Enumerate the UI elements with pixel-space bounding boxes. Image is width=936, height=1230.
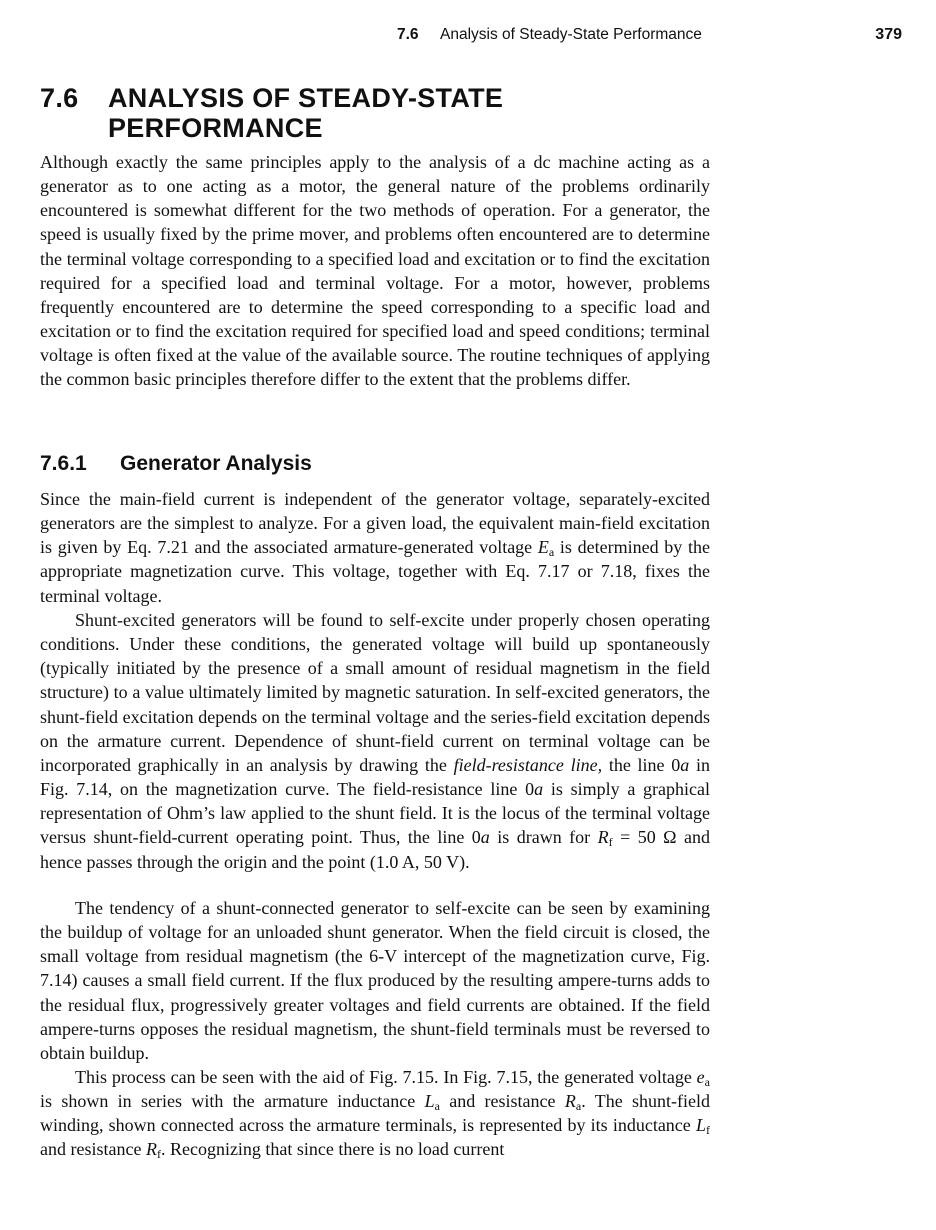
var-a: a <box>480 827 490 848</box>
text-run: the line 0 <box>602 754 681 775</box>
running-head-title: Analysis of Steady-State Performance <box>440 26 702 43</box>
text-run: Since the main-field current is independent of the generator voltage, separately-excited generators are the simplest to analyze. For a given load, the equivalent main-field excitation is given by Eq. 7.21 and the associated armature-generated voltage <box>40 489 710 558</box>
section-title-line1: ANALYSIS OF STEADY-STATE <box>108 83 504 113</box>
text-run: and resistance <box>40 1139 146 1160</box>
text-run: is drawn for <box>489 827 598 848</box>
subsection-heading <box>40 452 312 476</box>
intro-paragraph: Although exactly the same principles apply to the analysis of a dc machine acting as a generator as to one acting as a motor, the general nature of the problems ordinarily encountered is somewhat different for the two methods of operation. For a generator, the speed is usually fixed by the prime mover, and problems often encountered are to determine the terminal voltage corresponding to a specified load and excitation or to find the excitation required for a specified load and terminal voltage. For a motor, however, problems frequently encountered are to determine the speed corresponding to a specific load and excitation or to find the excitation required for specified load and speed conditions; terminal voltage is often fixed at the value of the available source. The routine techniques of applying the common basic principles therefore differ to the extent that the problems differ. <box>40 152 710 390</box>
text-run: Shunt-excited generators will be found to self-excite under properly chosen operating conditions. Under these conditions, the generated voltage will build up spontaneously (typically initiated by the presence of a small amount of residual magnetism in the field structure) to a value ultimately limited by magnetic saturation. In self-excited generators, the shunt-field excitation depends on the terminal voltage and the series-field excitation depends on the armature current. Dependence of shunt-field current on terminal voltage can be incorporated graphically in an analysis by drawing the <box>40 610 710 775</box>
subscript: a <box>434 1099 440 1114</box>
var-R: R <box>145 1139 157 1160</box>
var-R: R <box>564 1091 576 1112</box>
subscript: f <box>608 835 613 850</box>
running-head <box>0 26 936 48</box>
term-field-resistance-line: field-resistance line, <box>453 754 603 775</box>
var-E: E <box>537 537 549 558</box>
subscript: a <box>575 1099 582 1114</box>
subscript: f <box>706 1123 710 1138</box>
text-run: . The shunt-field winding, shown connected across the armature terminals, is represented by its inductance <box>40 1091 710 1136</box>
subscript: f <box>156 1147 161 1162</box>
text-run: in Fig. 7.14, on the magnetization curve. The field-resistance line 0 <box>40 754 710 800</box>
subscript: a <box>704 1075 710 1089</box>
section-number: 7.6 <box>40 83 79 113</box>
text-run: is determined by the appropriate magnetization curve. This voltage, together with Eq. 7.17 or 7.18, fixes the terminal voltage. <box>40 537 711 606</box>
var-a: a <box>534 779 544 800</box>
section-heading <box>40 83 740 143</box>
var-L: L <box>424 1091 435 1112</box>
text-run: is shown in series with the armature inductance <box>40 1091 425 1112</box>
running-head-section-number: 7.6 <box>397 26 419 43</box>
var-R: R <box>597 827 609 848</box>
subsection-title: Generator Analysis <box>120 452 312 475</box>
paragraph-shunt-excited <box>40 608 710 874</box>
text-run: = 50 Ω and hence passes through the origin and the point (1.0 A, 50 V). <box>40 827 710 872</box>
paragraph-self-excite-tendency: The tendency of a shunt-connected generator to self-excite can be seen by examining the buildup of voltage for an unloaded shunt generator. When the field circuit is closed, the small voltage from residual magnetism (the 6-V intercept of the magnetization curve, Fig. 7.14) causes a small field current. If the flux produced by the resulting ampere-turns adds to the residual flux, progressively greater voltages and field currents are obtained. If the field ampere-turns opposes the residual magnetism, the shunt-field terminals must be reversed to obtain buildup. <box>40 898 710 1063</box>
subscript: a <box>548 545 555 560</box>
page-number: 379 <box>875 26 902 43</box>
paragraph-fig-7-15 <box>40 1065 710 1162</box>
text-run: and resistance <box>439 1091 565 1112</box>
text-run: This process can be seen with the aid of Fig. 7.15. In Fig. 7.15, the generated voltage <box>75 1067 697 1087</box>
var-e: e <box>696 1067 705 1087</box>
paragraph-separately-excited <box>40 487 710 608</box>
text-run: . Recognizing that since there is no load current <box>160 1139 505 1160</box>
var-a: a <box>680 754 690 775</box>
subsection-number: 7.6.1 <box>40 452 87 475</box>
text-run: is simply a graphical representation of Ohm’s law applied to the shunt field. It is the locus of the terminal voltage versus shunt-field-current operating point. Thus, the line 0 <box>40 779 710 848</box>
section-title-line2: PERFORMANCE <box>108 113 323 143</box>
var-L: L <box>695 1115 706 1136</box>
